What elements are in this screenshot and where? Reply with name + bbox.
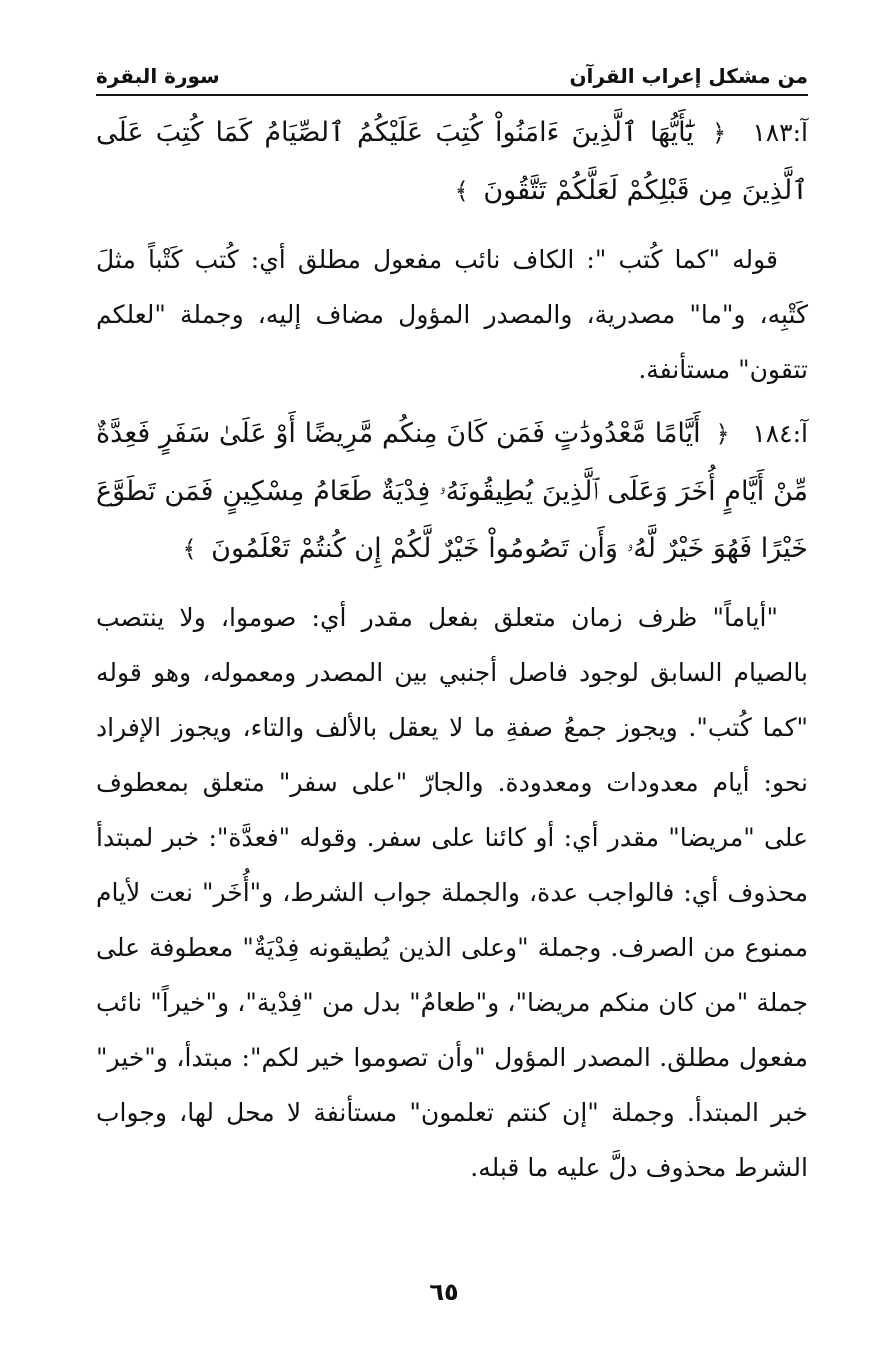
verse-open-ornament: ﴿ (712, 119, 727, 147)
page-number: ٦٥ (429, 1278, 459, 1306)
verse-ref: آ:١٨٤ (752, 419, 808, 448)
book-title: من مشكل إعراب القرآن (569, 64, 808, 88)
verse-text: أَيَّامًا مَّعْدُودَٰتٍ فَمَن كَانَ مِنكُم مَّرِيضًا أَوْ عَلَىٰ سَفَرٍ فَعِدَّةٌ مِّنْ أَيَّامٍ أُخَرَ وَعَلَى ٱلَّذِينَ يُطِيقُونَهُۥ فِدْيَةٌ طَعَامُ مِسْكِينٍ فَمَن تَطَوَّعَ خَيْرًا فَهُوَ خَيْرٌ لَّهُۥ وَأَن تَصُومُواْ خَيْرٌ لَّكُمْ إِن كُنتُمْ تَعْلَمُونَ (96, 418, 808, 564)
commentary-paragraph: "أياماً" ظرف زمان متعلق بفعل مقدر أي: صوموا، ولا ينتصب بالصيام السابق لوجود فاصل أجنبي بين المصدر ومعموله، وهو قوله "كما كُتب". ويجوز جمعُ صفةِ ما لا يعقل بالألف والتاء، ويجوز الإفراد نحو: أيام معدودات ومعدودة. والجارّ "على سفر" متعلق بمعطوف على "مريضا" مقدر أي: أو كائنا على سفر. وقوله "فعدَّة": خبر لمبتدأ محذوف أي: فالواجب عدة، والجملة جواب الشرط، و"أُخَر" نعت لأيام ممنوع من الصرف. وجملة "وعلى الذين يُطيقونه فِدْيَةٌ" معطوفة على جملة "من كان منكم مريضا"، و"طعامُ" بدل من "فِدْية"، و"خيراً" نائب مفعول مطلق. المصدر المؤول "وأن تصوموا خير لكم": مبتدأ، و"خير" خبر المبتدأ. وجملة "إن كنتم تعلمون" مستأنفة لا محل لها، وجواب الشرط محذوف دلَّ عليه ما قبله. (96, 603, 808, 1182)
page-content (96, 104, 808, 1195)
verse-ref: آ:١٨٣ (752, 118, 808, 147)
surah-title: سورة البقرة (96, 64, 220, 88)
verse-183 (96, 104, 808, 220)
verse-text: يَٰٓأَيُّهَا ٱلَّذِينَ ءَامَنُواْ كُتِبَ عَلَيْكُمُ ٱلصِّيَامُ كَمَا كُتِبَ عَلَى ٱلَّذِينَ مِن قَبْلِكُمْ لَعَلَّكُمْ تَتَّقُونَ (96, 117, 808, 206)
verse-open-ornament: ﴿ (715, 420, 730, 448)
verse-close-ornament: ﴾ (182, 535, 197, 563)
verse-184 (96, 405, 808, 578)
verse-close-ornament: ﴾ (454, 177, 469, 205)
running-header (96, 62, 808, 96)
page (96, 62, 808, 1203)
commentary-paragraph: قوله "كما كُتب ": الكاف نائب مفعول مطلق أي: كُتب كَتْباً مثلَ كَتْبِه، و"ما" مصدرية، والمصدر المؤول مضاف إليه، وجملة "لعلكم تتقون" مستأنفة. (96, 245, 808, 384)
